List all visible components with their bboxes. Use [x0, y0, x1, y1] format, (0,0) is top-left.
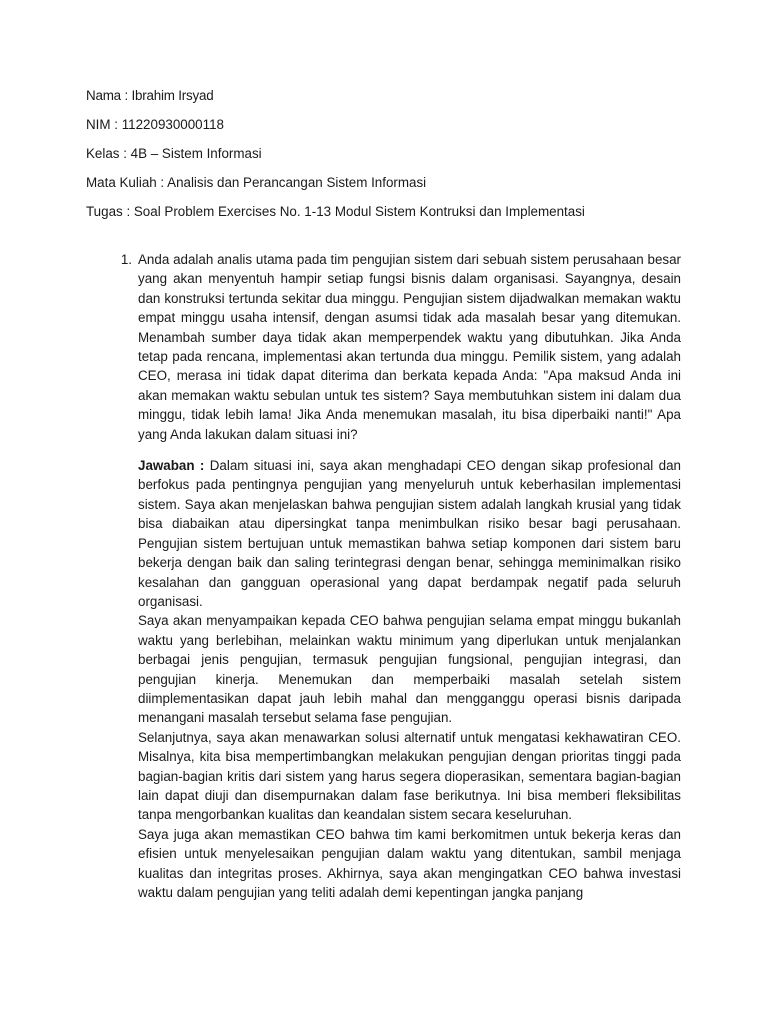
- spacer: [86, 231, 682, 250]
- answer-paragraph: Selanjutnya, saya akan menawarkan solusi alternatif untuk mengatasi kekhawatiran CEO. Misalnya, kita bisa mempertimbangkan melakukan pengujian dengan prioritas tinggi pada bagian-bagian kritis dari sistem yang harus segera dioperasikan, sementara bagian-bagian lain dapat diuji dan disempurnakan dalam fase berikutnya. Ini bisa memberi fleksibilitas tanpa mengorbankan kualitas dan keandalan sistem secara keseluruhan.: [138, 729, 681, 823]
- answer-intro-text: Dalam situasi ini, saya akan menghadapi CEO dengan sikap profesional dan berfokus pada pentingnya pengujian yang menyeluruh untuk keberhasilan implementasi sistem. Saya akan menjelaskan bahwa pengujian sistem adalah langkah krusial yang tidak bisa diabaikan atau dipersingkat tanpa menimbulkan risiko besar bagi perusahaan. Pengujian sistem bertujuan untuk memastikan bahwa setiap komponen dari sistem baru bekerja dengan baik dan saling terintegrasi dengan benar, sehingga meminimalkan risiko kesalahan dan gangguan operasional yang dapat berdampak negatif pada seluruh organisasi.: [138, 458, 681, 609]
- question-number: 1.: [120, 252, 132, 267]
- class-info: Kelas : 4B – Sistem Informasi: [86, 146, 262, 161]
- assignment-info: Tugas : Soal Problem Exercises No. 1-13 Modul Sistem Kontruksi dan Implementasi: [86, 204, 585, 219]
- question-item: [86, 250, 682, 444]
- question-text: Anda adalah analis utama pada tim pengujian sistem dari sebuah sistem perusahaan besar yang akan menyentuh hampir setiap fungsi bisnis dalam organisasi. Sayangnya, desain dan konstruksi tertunda sekitar dua minggu. Pengujian sistem dijadwalkan memakan waktu empat minggu usaha intensif, dengan asumsi tidak ada masalah besar yang ditemukan. Menambah sumber daya tidak akan memperpendek waktu yang dibutuhkan. Jika Anda tetap pada rencana, implementasi akan tertunda dua minggu. Pemilik sistem, yang adalah CEO, merasa ini tidak dapat diterima dan berkata kepada Anda: "Apa maksud Anda ini akan memakan waktu sebulan untuk tes sistem? Saya membutuhkan sistem ini dalam dua minggu, tidak lebih lama! Jika Anda menemukan masalah, itu bisa diperbaiki nanti!" Apa yang Anda lakukan dalam situasi ini?: [138, 252, 681, 442]
- answer-label: Jawaban :: [138, 458, 205, 474]
- answer-section: [138, 456, 681, 902]
- answer-intro-paragraph: [138, 456, 681, 611]
- student-nim: NIM : 11220930000118: [86, 117, 224, 132]
- answer-paragraph: Saya akan menyampaikan kepada CEO bahwa pengujian selama empat minggu bukanlah waktu yang berlebihan, melainkan waktu minimum yang diperlukan untuk menjalankan berbagai jenis pengujian, termasuk pengujian fungsional, pengujian integrasi, dan pengujian kinerja. Menemukan dan memperbaiki masalah setelah sistem diimplementasikan dapat jauh lebih mahal dan mengganggu operasi bisnis daripada menangani masalah tersebut selama fase pengujian.: [138, 613, 681, 726]
- student-name: Nama : Ibrahim Irsyad: [86, 88, 214, 103]
- answer-paragraph: Saya juga akan memastikan CEO bahwa tim kami berkomitmen untuk bekerja keras dan efisien untuk menyelesaikan pengujian dalam waktu yang ditentukan, sambil menjaga kualitas dan integritas proses. Akhirnya, saya akan mengingatkan CEO bahwa investasi waktu dalam pengujian yang teliti adalah demi kepentingan jangka panjang: [138, 826, 681, 900]
- course-info: Mata Kuliah : Analisis dan Perancangan Sistem Informasi: [86, 175, 427, 190]
